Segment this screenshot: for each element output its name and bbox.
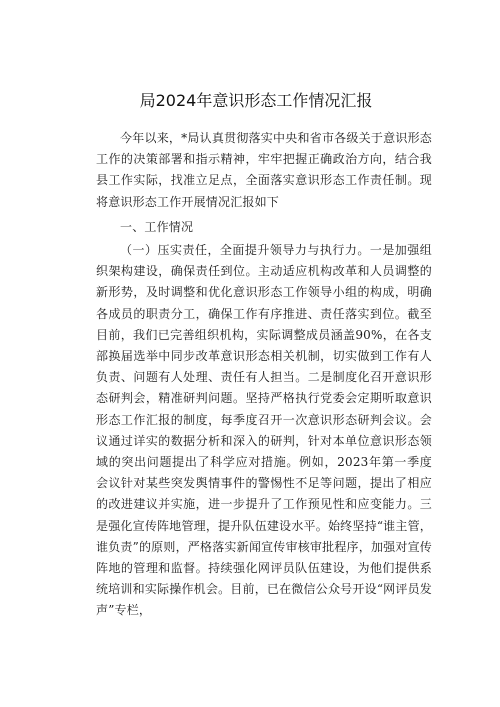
section-heading: 一、工作情况: [120, 219, 194, 234]
document-title: 局2024年意识形态工作情况汇报: [139, 91, 373, 110]
body-paragraph: （一）压实责任，全面提升领导力与执行力。一是加强组织架构建设，确保责任到位。主动适应机构改革和人员调整的新形势，及时调整和优化意识形态工作领导小组的构成，明确各成员的职责分工，确保工作有序推进、责任落实到位。截至目前，我们已完善组织机构，实际调整成员涵盖90%，在各支部换届选举中同步改革意识形态相关机制，切实做到工作有人负责、问题有人处理、责任有人担当。二是制度化召开意识形态研判会，精准研判问题。坚持严格执行党委会定期听取意识形态工作汇报的制度，每季度召开一次意识形态研判会议。会议通过详实的数据分析和深入的研判，针对本单位意识形态领域的突出问题提出了科学应对措施。例如，2023年第一季度会议针对某些突发舆情事件的警惕性不足等问题，提出了相应的改进建议并实施，进一步提升了工作预见性和应变能力。三是强化宣传阵地管理，提升队伍建设水平。始终坚持“谁主管，谁负责”的原则，严格落实新闻宣传审核审批程序，加强对宣传阵地的管理和监督。持续强化网评员队伍建设，为他们提供系统培训和实际操作机会。目前，已在微信公众号开设“网评员发声”专栏，: [96, 243, 432, 618]
intro-paragraph: 今年以来，*局认真贯彻落实中央和省市各级关于意识形态工作的决策部署和指示精神，牢牢把握正确政治方向，结合我县工作实际，找准立足点，全面落实意识形态工作责任制。现将意识形态工作开展情况汇报如下: [96, 131, 432, 209]
